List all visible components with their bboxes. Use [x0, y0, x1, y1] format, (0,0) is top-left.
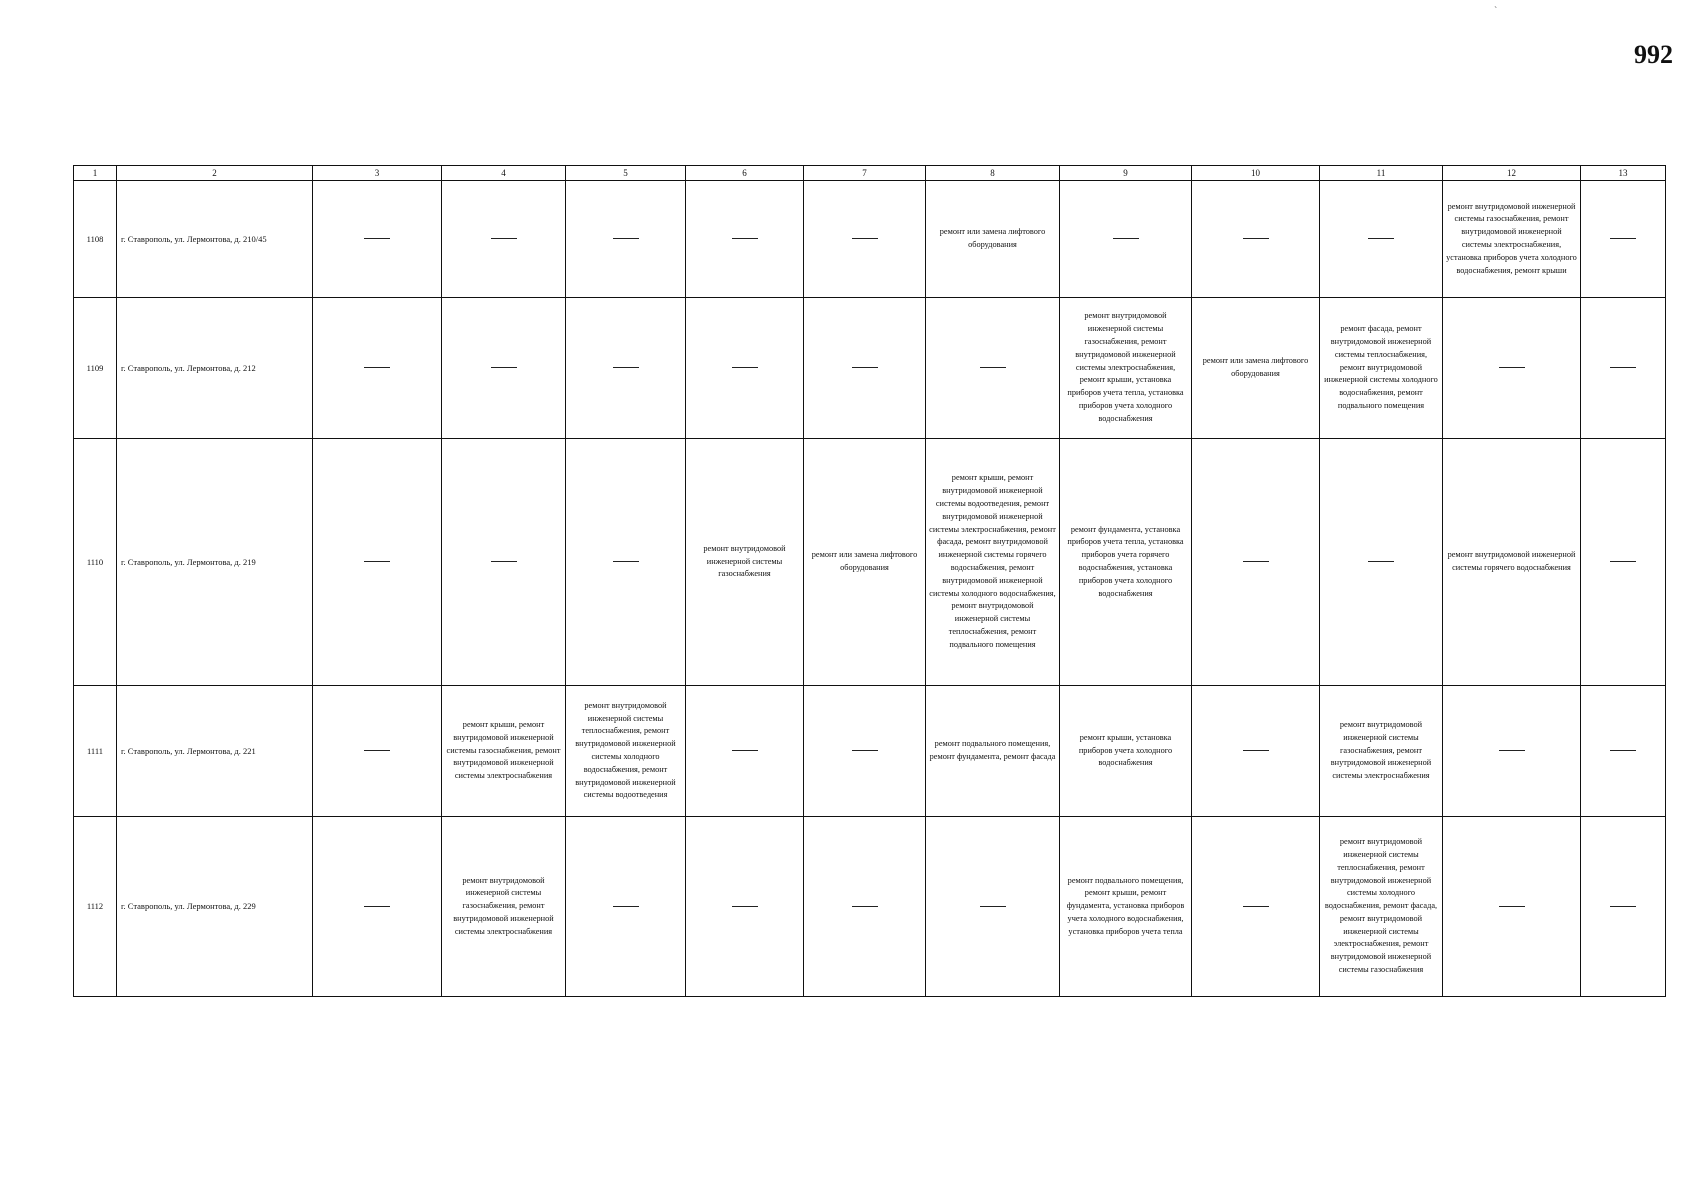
- table-cell: ремонт крыши, установка приборов учета холодного водоснабжения: [1060, 686, 1192, 817]
- repair-schedule-table: [73, 165, 1666, 997]
- empty-dash: [1610, 238, 1636, 239]
- table-cell: [313, 181, 442, 298]
- table-cell: ремонт крыши, ремонт внутридомовой инженерной системы водоотведения, ремонт внутридомовой инженерной системы электроснабжения, ремонт фасада, ремонт внутридомовой инженерной системы горячего водоснабжения, ремонт внутридомовой инженерной системы холодного водоснабжения, ремонт внутридомовой инженерной системы теплоснабжения, ремонт подвального помещения: [926, 439, 1060, 686]
- table-cell: [1581, 686, 1666, 817]
- table-cell: [1192, 817, 1320, 997]
- row-address: г. Ставрополь, ул. Лермонтова, д. 221: [117, 686, 313, 817]
- row-address: г. Ставрополь, ул. Лермонтова, д. 219: [117, 439, 313, 686]
- table-cell: ремонт внутридомовой инженерной системы газоснабжения, ремонт внутридомовой инженерной системы электроснабжения, ремонт крыши, установка приборов учета тепла, установка приборов учета холодного водоснабжения: [1060, 298, 1192, 439]
- table-cell: [566, 298, 686, 439]
- table-cell: ремонт внутридомовой инженерной системы теплоснабжения, ремонт внутридомовой инженерной системы холодного водоснабжения, ремонт внутридомовой инженерной системы водоотведения: [566, 686, 686, 817]
- column-header: 5: [566, 166, 686, 181]
- table-cell: [313, 439, 442, 686]
- table-cell: [1192, 181, 1320, 298]
- empty-dash: [1243, 561, 1269, 562]
- table-cell: ремонт внутридомовой инженерной системы горячего водоснабжения: [1443, 439, 1581, 686]
- table-cell: [566, 817, 686, 997]
- empty-dash: [364, 561, 390, 562]
- table-cell: [442, 181, 566, 298]
- empty-dash: [1610, 750, 1636, 751]
- empty-dash: [852, 750, 878, 751]
- table-cell: ремонт подвального помещения, ремонт фундамента, ремонт фасада: [926, 686, 1060, 817]
- table-cell: [686, 181, 804, 298]
- empty-dash: [1499, 750, 1525, 751]
- empty-dash: [364, 906, 390, 907]
- table-row: [74, 817, 1666, 997]
- empty-dash: [1610, 367, 1636, 368]
- column-header: 10: [1192, 166, 1320, 181]
- empty-dash: [491, 561, 517, 562]
- empty-dash: [852, 367, 878, 368]
- empty-dash: [732, 238, 758, 239]
- table-cell: ремонт подвального помещения, ремонт крыши, ремонт фундамента, установка приборов учета холодного водоснабжения, установка приборов учета тепла: [1060, 817, 1192, 997]
- empty-dash: [613, 906, 639, 907]
- table-cell: [926, 817, 1060, 997]
- column-number-row: [74, 166, 1666, 181]
- empty-dash: [980, 367, 1006, 368]
- table-cell: ремонт или замена лифтового оборудования: [926, 181, 1060, 298]
- empty-dash: [1113, 238, 1139, 239]
- empty-dash: [1368, 561, 1394, 562]
- column-header: 7: [804, 166, 926, 181]
- empty-dash: [852, 906, 878, 907]
- column-header: 1: [74, 166, 117, 181]
- row-number: 1110: [74, 439, 117, 686]
- empty-dash: [364, 238, 390, 239]
- scan-artifact-mark: `: [1494, 6, 1498, 17]
- table-cell: [566, 181, 686, 298]
- table-cell: [804, 817, 926, 997]
- table-cell: ремонт или замена лифтового оборудования: [804, 439, 926, 686]
- table-cell: [1443, 686, 1581, 817]
- row-address: г. Ставрополь, ул. Лермонтова, д. 229: [117, 817, 313, 997]
- column-header: 12: [1443, 166, 1581, 181]
- column-header: 2: [117, 166, 313, 181]
- empty-dash: [980, 906, 1006, 907]
- table-cell: [804, 298, 926, 439]
- empty-dash: [732, 367, 758, 368]
- table-cell: ремонт внутридомовой инженерной системы теплоснабжения, ремонт внутридомовой инженерной системы холодного водоснабжения, ремонт фасада, ремонт внутридомовой инженерной системы электроснабжения, ремонт внутридомовой инженерной системы газоснабжения: [1320, 817, 1443, 997]
- table-cell: [686, 817, 804, 997]
- table-cell: [313, 817, 442, 997]
- table-cell: [1581, 181, 1666, 298]
- table-cell: [1192, 686, 1320, 817]
- table-cell: [804, 181, 926, 298]
- column-header: 4: [442, 166, 566, 181]
- table-cell: [1320, 439, 1443, 686]
- table-cell: ремонт внутридомовой инженерной системы газоснабжения, ремонт внутридомовой инженерной системы электроснабжения: [442, 817, 566, 997]
- empty-dash: [1610, 906, 1636, 907]
- table-cell: ремонт фасада, ремонт внутридомовой инженерной системы теплоснабжения, ремонт внутридомовой инженерной системы холодного водоснабжения, ремонт подвального помещения: [1320, 298, 1443, 439]
- table-cell: [1581, 298, 1666, 439]
- table-cell: ремонт внутридомовой инженерной системы газоснабжения, ремонт внутридомовой инженерной системы электроснабжения: [1320, 686, 1443, 817]
- row-number: 1112: [74, 817, 117, 997]
- table-cell: [1581, 439, 1666, 686]
- table-cell: [442, 439, 566, 686]
- empty-dash: [491, 367, 517, 368]
- column-header: 8: [926, 166, 1060, 181]
- column-header: 11: [1320, 166, 1443, 181]
- table-cell: [686, 298, 804, 439]
- table-cell: [566, 439, 686, 686]
- table-cell: [804, 686, 926, 817]
- row-number: 1111: [74, 686, 117, 817]
- page-number: 992: [1634, 40, 1673, 69]
- table-cell: [1443, 298, 1581, 439]
- table-cell: [1192, 439, 1320, 686]
- row-address: г. Ставрополь, ул. Лермонтова, д. 212: [117, 298, 313, 439]
- empty-dash: [613, 238, 639, 239]
- empty-dash: [364, 750, 390, 751]
- table-cell: ремонт или замена лифтового оборудования: [1192, 298, 1320, 439]
- column-header: 9: [1060, 166, 1192, 181]
- table-cell: [686, 686, 804, 817]
- empty-dash: [613, 561, 639, 562]
- table-cell: [926, 298, 1060, 439]
- empty-dash: [1243, 906, 1269, 907]
- table-cell: [1581, 817, 1666, 997]
- empty-dash: [364, 367, 390, 368]
- row-number: 1109: [74, 298, 117, 439]
- empty-dash: [852, 238, 878, 239]
- table-cell: [442, 298, 566, 439]
- table-row: [74, 439, 1666, 686]
- column-header: 6: [686, 166, 804, 181]
- empty-dash: [1243, 750, 1269, 751]
- empty-dash: [1499, 367, 1525, 368]
- table-cell: [1443, 817, 1581, 997]
- empty-dash: [732, 750, 758, 751]
- empty-dash: [1610, 561, 1636, 562]
- row-address: г. Ставрополь, ул. Лермонтова, д. 210/45: [117, 181, 313, 298]
- empty-dash: [1499, 906, 1525, 907]
- table-row: [74, 181, 1666, 298]
- empty-dash: [1243, 238, 1269, 239]
- table-cell: ремонт крыши, ремонт внутридомовой инженерной системы газоснабжения, ремонт внутридомовой инженерной системы электроснабжения: [442, 686, 566, 817]
- table-cell: [1320, 181, 1443, 298]
- column-header: 3: [313, 166, 442, 181]
- empty-dash: [732, 906, 758, 907]
- empty-dash: [613, 367, 639, 368]
- table-row: [74, 686, 1666, 817]
- empty-dash: [1368, 238, 1394, 239]
- table-cell: [313, 298, 442, 439]
- table-cell: ремонт фундамента, установка приборов учета тепла, установка приборов учета горячего водоснабжения, установка приборов учета холодного водоснабжения: [1060, 439, 1192, 686]
- table-row: [74, 298, 1666, 439]
- row-number: 1108: [74, 181, 117, 298]
- table-cell: [1060, 181, 1192, 298]
- table-cell: ремонт внутридомовой инженерной системы газоснабжения, ремонт внутридомовой инженерной системы электроснабжения, установка приборов учета холодного водоснабжения, ремонт крыши: [1443, 181, 1581, 298]
- table-cell: ремонт внутридомовой инженерной системы газоснабжения: [686, 439, 804, 686]
- table-cell: [313, 686, 442, 817]
- empty-dash: [491, 238, 517, 239]
- column-header: 13: [1581, 166, 1666, 181]
